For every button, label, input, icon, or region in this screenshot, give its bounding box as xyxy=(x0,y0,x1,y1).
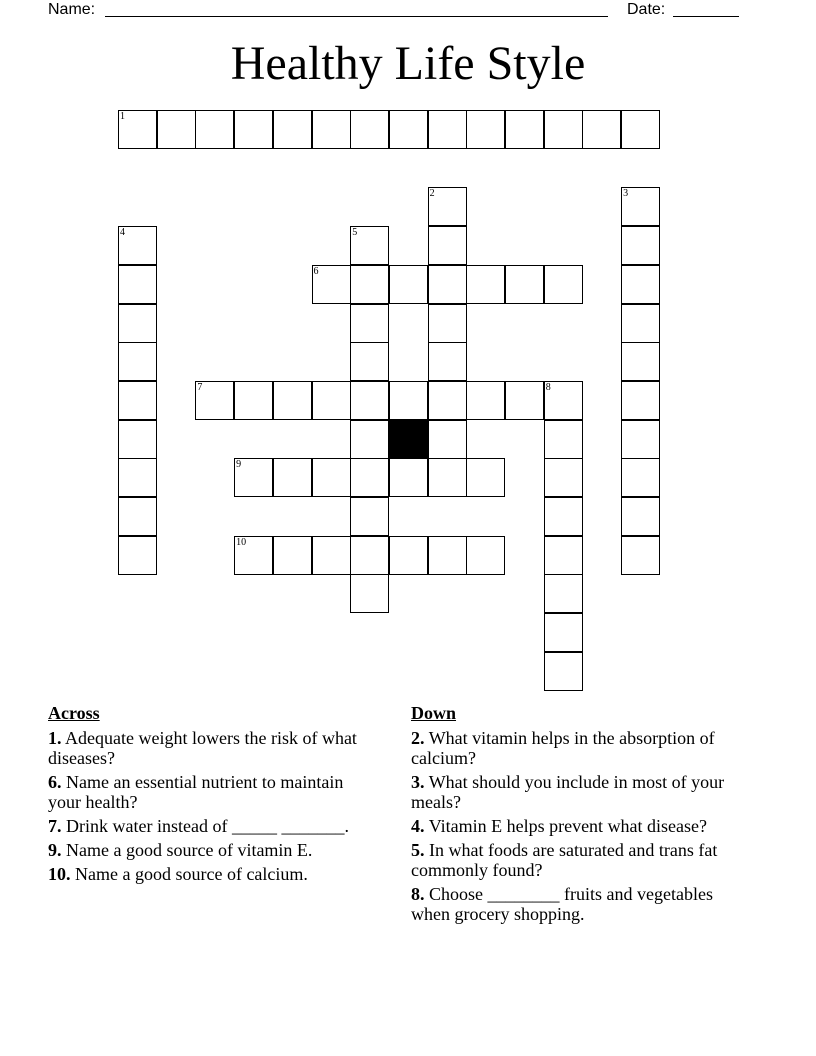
grid-cell[interactable] xyxy=(312,110,351,149)
grid-cell[interactable] xyxy=(118,110,157,149)
grid-cell[interactable] xyxy=(544,497,583,536)
grid-cell[interactable] xyxy=(389,110,428,149)
grid-cell[interactable] xyxy=(466,458,505,497)
clue-across-10: 10. Name a good source of calcium. xyxy=(48,864,308,884)
grid-cell[interactable] xyxy=(428,342,467,381)
clue-number: 7 xyxy=(197,381,203,393)
grid-cell[interactable] xyxy=(466,536,505,575)
date-label: Date: xyxy=(627,1,666,18)
grid-cell[interactable] xyxy=(505,110,544,149)
grid-cell[interactable] xyxy=(582,110,621,149)
grid-cell[interactable] xyxy=(544,536,583,575)
grid-cell[interactable] xyxy=(389,265,428,304)
grid-cell[interactable] xyxy=(428,381,467,420)
clue-number: 1 xyxy=(120,111,125,122)
grid-cell[interactable] xyxy=(428,420,467,459)
grid-cell[interactable] xyxy=(505,265,544,304)
grid-cell[interactable] xyxy=(234,536,273,575)
black-square xyxy=(389,420,428,459)
clue-across-7: 7. Drink water instead of _____ _______. xyxy=(48,816,349,836)
grid-cell[interactable] xyxy=(350,226,389,265)
grid-cell[interactable] xyxy=(544,574,583,613)
grid-cell[interactable] xyxy=(466,381,505,420)
down-clues xyxy=(411,703,751,928)
grid-cell[interactable] xyxy=(118,497,157,536)
grid-cell[interactable] xyxy=(350,497,389,536)
grid-cell[interactable] xyxy=(505,381,544,420)
clue-down-5: 5. In what foods are saturated and trans fat commonly found? xyxy=(411,840,718,880)
grid-cell[interactable] xyxy=(621,536,660,575)
grid-cell[interactable] xyxy=(621,420,660,459)
grid-cell[interactable] xyxy=(118,381,157,420)
grid-cell[interactable] xyxy=(118,304,157,343)
grid-cell[interactable] xyxy=(544,265,583,304)
grid-cell[interactable] xyxy=(428,536,467,575)
grid-cell[interactable] xyxy=(234,458,273,497)
grid-cell[interactable] xyxy=(544,381,583,420)
across-heading: Across xyxy=(48,703,100,723)
grid-cell[interactable] xyxy=(350,536,389,575)
grid-cell[interactable] xyxy=(428,265,467,304)
grid-cell[interactable] xyxy=(544,652,583,691)
grid-cell[interactable] xyxy=(389,458,428,497)
clue-down-2: 2. What vitamin helps in the absorption of calcium? xyxy=(411,728,715,768)
grid-cell[interactable] xyxy=(195,381,234,420)
clue-across-9: 9. Name a good source of vitamin E. xyxy=(48,840,313,860)
grid-cell[interactable] xyxy=(350,342,389,381)
grid-cell[interactable] xyxy=(428,458,467,497)
grid-cell[interactable] xyxy=(544,110,583,149)
grid-cell[interactable] xyxy=(350,265,389,304)
grid-cell[interactable] xyxy=(118,420,157,459)
grid-cell[interactable] xyxy=(621,304,660,343)
grid-cell[interactable] xyxy=(428,226,467,265)
clue-number: 2 xyxy=(429,188,435,200)
grid-cell[interactable] xyxy=(312,458,351,497)
grid-cell[interactable] xyxy=(466,110,505,149)
grid-cell[interactable] xyxy=(312,381,351,420)
grid-cell[interactable] xyxy=(350,420,389,459)
grid-cell[interactable] xyxy=(118,458,157,497)
grid-cell[interactable] xyxy=(350,110,389,149)
grid-cell[interactable] xyxy=(234,110,273,149)
grid-cell[interactable] xyxy=(389,381,428,420)
grid-cell[interactable] xyxy=(544,613,583,652)
clue-down-8: 8. Choose ________ fruits and vegetables when grocery shopping. xyxy=(411,884,713,924)
grid-cell[interactable] xyxy=(273,110,312,149)
clue-number: 10 xyxy=(236,536,247,548)
grid-cell[interactable] xyxy=(118,342,157,381)
clue-across-1: 1. Adequate weight lowers the risk of what diseases? xyxy=(48,728,357,768)
clue-number: 9 xyxy=(236,459,242,471)
clue-number: 3 xyxy=(623,188,629,200)
grid-cell[interactable] xyxy=(118,536,157,575)
clue-down-3: 3. What should you include in most of your meals? xyxy=(411,772,725,812)
grid-cell[interactable] xyxy=(621,226,660,265)
grid-cell[interactable] xyxy=(621,110,660,149)
grid-cell[interactable] xyxy=(118,265,157,304)
down-heading: Down xyxy=(411,703,457,723)
clue-number: 8 xyxy=(545,381,551,393)
clue-number: 5 xyxy=(352,227,358,239)
grid-cell[interactable] xyxy=(350,304,389,343)
grid-cell[interactable] xyxy=(350,574,389,613)
grid-cell[interactable] xyxy=(273,458,312,497)
clue-number: 4 xyxy=(120,227,125,239)
grid-cell[interactable] xyxy=(157,110,196,149)
across-clues xyxy=(48,703,378,888)
clue-number: 6 xyxy=(313,265,319,277)
grid-cell[interactable] xyxy=(428,187,467,226)
grid-cell[interactable] xyxy=(621,497,660,536)
grid-cell[interactable] xyxy=(312,265,351,304)
grid-cell[interactable] xyxy=(118,226,157,265)
grid-cell[interactable] xyxy=(428,304,467,343)
puzzle-title: Healthy Life Style xyxy=(230,37,586,90)
grid-cell[interactable] xyxy=(544,458,583,497)
grid-cell[interactable] xyxy=(621,381,660,420)
clue-down-4: 4. Vitamin E helps prevent what disease? xyxy=(411,816,708,836)
grid-cell[interactable] xyxy=(389,536,428,575)
grid-cell[interactable] xyxy=(350,381,389,420)
grid-cell[interactable] xyxy=(273,536,312,575)
grid-cell[interactable] xyxy=(234,381,273,420)
grid-cell[interactable] xyxy=(621,187,660,226)
grid-cell[interactable] xyxy=(621,342,660,381)
grid-cell[interactable] xyxy=(428,110,467,149)
grid-cell[interactable] xyxy=(466,265,505,304)
grid-cell[interactable] xyxy=(273,381,312,420)
grid-cell[interactable] xyxy=(544,420,583,459)
name-label: Name: xyxy=(48,1,96,18)
grid-cell[interactable] xyxy=(621,458,660,497)
grid-cell[interactable] xyxy=(350,458,389,497)
grid-cell[interactable] xyxy=(621,265,660,304)
clue-across-6: 6. Name an essential nutrient to maintain your health? xyxy=(48,772,344,812)
grid-cell[interactable] xyxy=(195,110,234,149)
grid-cell[interactable] xyxy=(312,536,351,575)
